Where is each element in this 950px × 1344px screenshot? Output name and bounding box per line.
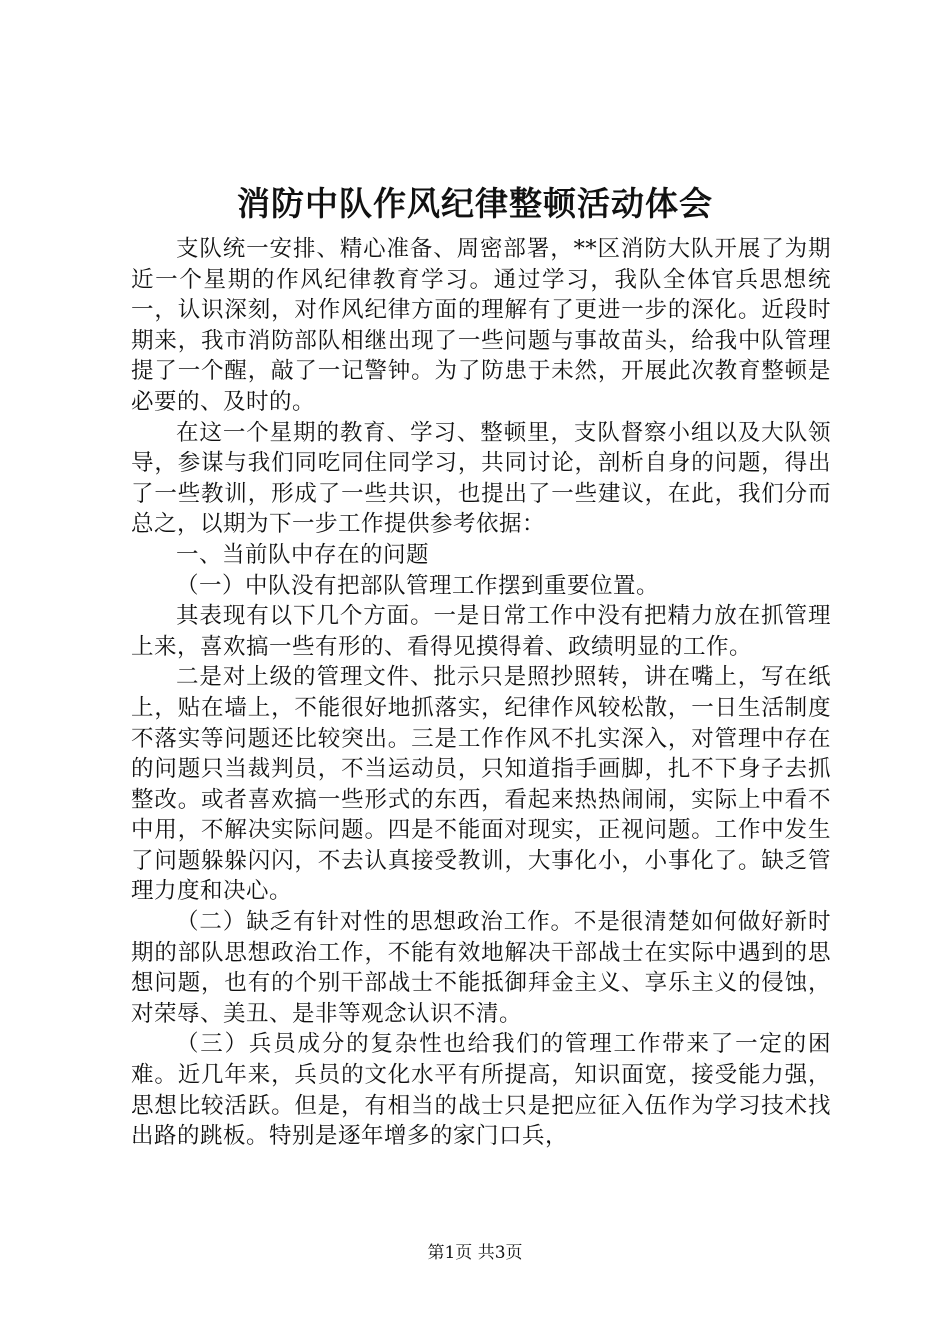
paragraph: （三）兵员成分的复杂性也给我们的管理工作带来了一定的困难。近几年来，兵员的文化水平有所提高，知识面宽，接受能力强，思想比较活跃。但是，有相当的战士只是把应征入伍作为学习技术找出路的跳板。特别是逐年增多的家门口兵，	[131, 1031, 831, 1150]
page-number-footer: 第1页 共3页	[427, 1243, 523, 1263]
paragraph: 在这一个星期的教育、学习、整顿里，支队督察小组以及大队领导，参谋与我们同吃同住同学习，共同讨论，剖析自身的问题，得出了一些教训，形成了一些共识，也提出了一些建议，在此，我们分而总之，以期为下一步工作提供参考依据：	[131, 419, 831, 538]
subsection-heading: （一）中队没有把部队管理工作摆到重要位置。	[176, 572, 660, 599]
document-title: 消防中队作风纪律整顿活动体会	[237, 184, 713, 223]
paragraph: 支队统一安排、精心准备、周密部署，**区消防大队开展了为期近一个星期的作风纪律教育学习。通过学习，我队全体官兵思想统一，认识深刻，对作风纪律方面的理解有了更进一步的深化。近段时期来，我市消防部队相继出现了一些问题与事故苗头，给我中队管理提了一个醒，敲了一记警钟。为了防患于未然，开展此次教育整顿是必要的、及时的。	[131, 236, 831, 415]
paragraph: （二）缺乏有针对性的思想政治工作。不是很清楚如何做好新时期的部队思想政治工作，不能有效地解决干部战士在实际中遇到的思想问题，也有的个别干部战士不能抵御拜金主义、享乐主义的侵蚀，对荣辱、美丑、是非等观念认识不清。	[131, 909, 831, 1027]
paragraph: 二是对上级的管理文件、批示只是照抄照转，讲在嘴上，写在纸上，贴在墙上，不能很好地抓落实，纪律作风较松散，一日生活制度不落实等问题还比较突出。三是工作作风不扎实深入，对管理中存在的问题只当裁判员，不当运动员，只知道指手画脚，扎不下身子去抓整改。或者喜欢搞一些形式的东西，看起来热热闹闹，实际上中看不中用，不解决实际问题。四是不能面对现实，正视问题。工作中发生了问题躲躲闪闪，不去认真接受教训，大事化小，小事化了。缺乏管理力度和决心。	[131, 664, 831, 905]
document-body	[131, 234, 831, 1152]
section-heading: 一、当前队中存在的问题	[176, 541, 430, 568]
paragraph: 其表现有以下几个方面。一是日常工作中没有把精力放在抓管理上来，喜欢搞一些有形的、看得见摸得着、政绩明显的工作。	[131, 603, 831, 660]
